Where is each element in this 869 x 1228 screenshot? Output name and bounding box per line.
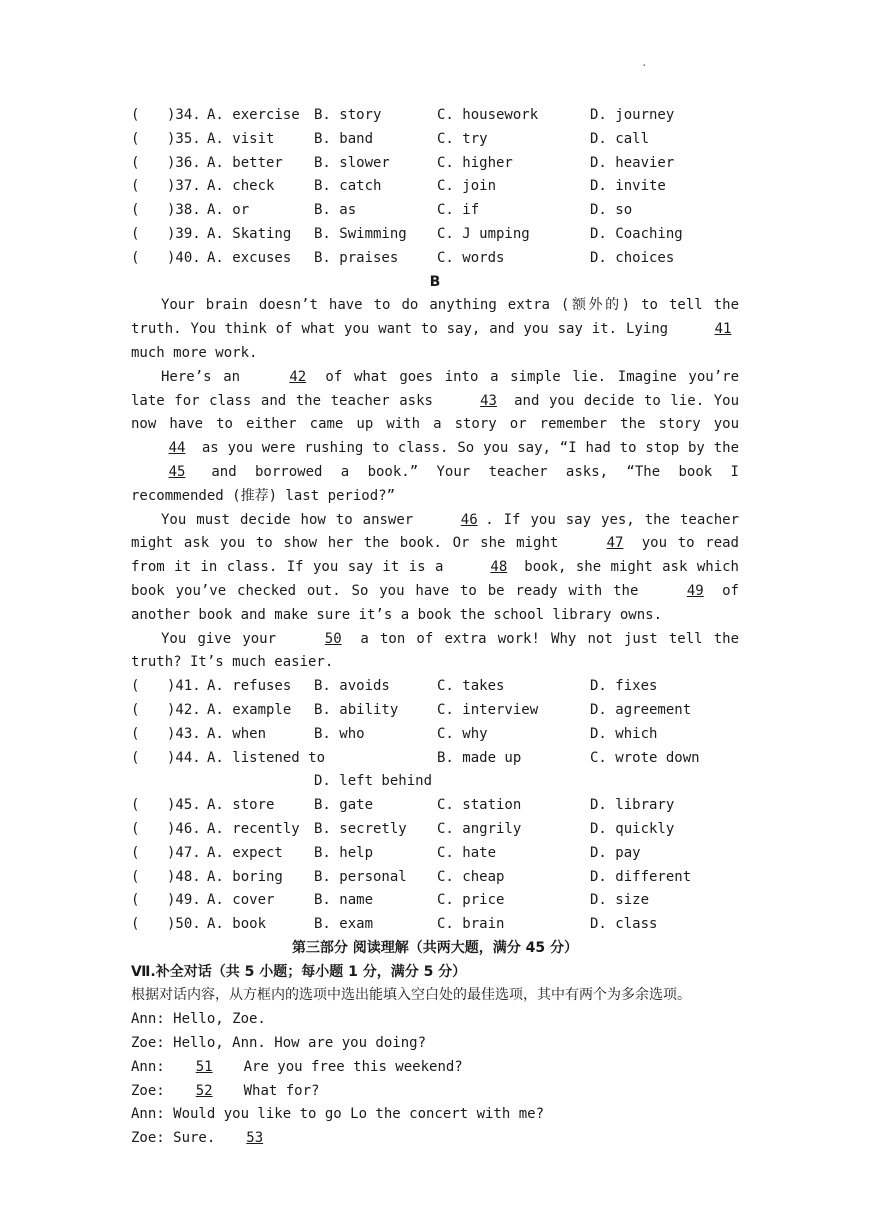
option-a: A. excuses xyxy=(207,249,292,266)
option-b: B. exam xyxy=(314,916,374,933)
answer-paren[interactable]: ( xyxy=(131,202,140,219)
option-b: B. story xyxy=(314,107,382,123)
option-b: B. personal xyxy=(314,868,407,885)
option-b: B. Swimming xyxy=(314,225,407,242)
answer-paren[interactable]: ( xyxy=(131,916,140,933)
question-number: )34. xyxy=(167,107,201,123)
cloze-passage xyxy=(131,294,739,675)
passage-paragraph-4: You give your 50 a ton of extra work! Why not just tell the truth? It’s much easier. xyxy=(131,628,739,676)
option-d: D. fixes xyxy=(590,678,658,695)
option-d: D. left behind xyxy=(314,773,433,790)
answer-paren[interactable]: ( xyxy=(131,225,140,242)
option-c: C. brain xyxy=(437,916,505,933)
option-c: C. hate xyxy=(437,844,497,861)
option-d: D. journey xyxy=(590,107,675,123)
blank-47[interactable]: 47 xyxy=(606,535,624,552)
answer-paren[interactable]: ( xyxy=(131,749,140,766)
question-row-46 xyxy=(131,818,739,842)
option-d: D. heavier xyxy=(590,154,675,171)
question-number: )41. xyxy=(167,678,201,695)
option-a: A. book xyxy=(207,916,267,933)
question-number: )45. xyxy=(167,797,201,814)
option-b: B. praises xyxy=(314,249,399,266)
option-b: B. help xyxy=(314,844,374,861)
option-b: B. secretly xyxy=(314,820,407,837)
option-c: C. station xyxy=(437,797,522,814)
header-dot: . xyxy=(641,56,648,69)
option-a: A. exercise xyxy=(207,107,300,123)
dialogue-line-2: Zoe: Hello, Ann. How are you doing? xyxy=(131,1035,427,1052)
answer-paren[interactable]: ( xyxy=(131,678,140,695)
question-row-48 xyxy=(131,866,739,890)
option-a: A. recently xyxy=(207,820,300,837)
option-c: C. housework xyxy=(437,107,539,123)
blank-46[interactable]: 46 xyxy=(460,511,478,528)
option-c: C. interview xyxy=(437,701,539,718)
option-b: B. name xyxy=(314,892,374,909)
question-row-43 xyxy=(131,723,739,747)
question-row-34 xyxy=(131,104,739,128)
option-a: A. store xyxy=(207,797,275,814)
question-number: )47. xyxy=(167,844,201,861)
question-number: )48. xyxy=(167,868,201,885)
blank-49[interactable]: 49 xyxy=(686,582,704,599)
part3-title: 第三部分 阅读理解（共两大题，满分 45 分） xyxy=(291,939,579,956)
option-d: D. which xyxy=(590,725,658,742)
option-b: B. as xyxy=(314,202,357,219)
option-b: B. band xyxy=(314,130,374,147)
option-c: C. higher xyxy=(437,154,513,171)
option-c: C. if xyxy=(437,202,480,219)
option-c: C. takes xyxy=(437,678,505,695)
question-number: )38. xyxy=(167,202,201,219)
question-row-38 xyxy=(131,199,739,223)
question-number: )46. xyxy=(167,820,201,837)
answer-paren[interactable]: ( xyxy=(131,820,140,837)
question-number: )49. xyxy=(167,892,201,909)
blank-44[interactable]: 44 xyxy=(168,440,186,457)
option-a: A. refuses xyxy=(207,678,292,695)
option-d: D. so xyxy=(590,202,633,219)
question-row-44 xyxy=(131,747,739,771)
instruction-text: 根据对话内容，从方框内的选项中选出能填入空白处的最佳选项，其中有两个为多余选项。 xyxy=(131,987,691,1004)
question-number: )40. xyxy=(167,249,201,266)
question-row-40 xyxy=(131,247,739,271)
dialogue-line-3: Ann: 51 Are you free this weekend? xyxy=(131,1056,739,1080)
option-a: A. expect xyxy=(207,844,283,861)
option-c: C. cheap xyxy=(437,868,505,885)
option-a: A. better xyxy=(207,154,283,171)
option-b: B. who xyxy=(314,725,365,742)
option-c: C. try xyxy=(437,130,488,147)
option-b: B. slower xyxy=(314,154,390,171)
question-row-47 xyxy=(131,842,739,866)
dialogue-line-1: Ann: Hello, Zoe. xyxy=(131,1011,266,1028)
answer-paren[interactable]: ( xyxy=(131,249,140,266)
passage-paragraph-1: Your brain doesn’t have to do anything extra (额外的) to tell the truth. You think of what you want to say, and you say it. Lying 41 much more work. xyxy=(131,297,739,361)
option-d: D. library xyxy=(590,797,675,814)
answer-paren[interactable]: ( xyxy=(131,107,140,123)
question-number: )36. xyxy=(167,154,201,171)
question-row-45 xyxy=(131,794,739,818)
option-c: C. angrily xyxy=(437,820,522,837)
question-number: )39. xyxy=(167,225,201,242)
dialogue-line-6: Zoe: Sure. 53 xyxy=(131,1127,739,1151)
passage-paragraph-3: You must decide how to answer 46 . If you say yes, the teacher might ask you to show her the book. Or she might 47 you to read from it in class. If you say it is a 48 book, she might ask which book you’ve checked out. So you have to be ready with the 49 of another book and make sure it’s a book the school library owns. xyxy=(131,509,739,628)
blank-52[interactable]: 52 xyxy=(195,1082,213,1099)
question-row-44-continued xyxy=(131,770,739,794)
section-b-title: B xyxy=(429,273,441,290)
option-d: D. different xyxy=(590,868,692,885)
option-c: C. why xyxy=(437,725,488,742)
question-list-41-50 xyxy=(131,675,739,937)
question-number: )35. xyxy=(167,130,201,147)
option-d: D. pay xyxy=(590,844,641,861)
question-row-39 xyxy=(131,223,739,247)
option-d: D. invite xyxy=(590,178,666,195)
question-row-49 xyxy=(131,889,739,913)
blank-43[interactable]: 43 xyxy=(480,392,497,409)
option-d: D. Coaching xyxy=(590,225,683,242)
dialogue-line-5: Ann: Would you like to go Lo the concert with me? xyxy=(131,1106,545,1123)
option-d: D. call xyxy=(590,130,650,147)
option-a: A. check xyxy=(207,178,275,195)
option-a: A. when xyxy=(207,725,267,742)
question-row-36 xyxy=(131,152,739,176)
dialogue-line-4: Zoe: 52 What for? xyxy=(131,1080,739,1104)
option-c: C. words xyxy=(437,249,505,266)
option-d: D. size xyxy=(590,892,650,909)
option-a: A. boring xyxy=(207,868,283,885)
option-a: A. Skating xyxy=(207,225,292,242)
option-c: C. J umping xyxy=(437,225,530,242)
option-a: A. example xyxy=(207,701,292,718)
blank-41[interactable]: 41 xyxy=(714,321,732,338)
answer-paren[interactable]: ( xyxy=(131,154,140,171)
option-b: B. made up xyxy=(437,749,522,766)
answer-paren[interactable]: ( xyxy=(131,868,140,885)
question-number: )50. xyxy=(167,916,201,933)
option-a: A. visit xyxy=(207,130,275,147)
question-number: )42. xyxy=(167,701,201,718)
option-c: C. price xyxy=(437,892,505,909)
answer-paren[interactable]: ( xyxy=(131,844,140,861)
option-b: B. catch xyxy=(314,178,382,195)
option-b: B. avoids xyxy=(314,678,390,695)
answer-paren[interactable]: ( xyxy=(131,892,140,909)
option-d: D. choices xyxy=(590,249,675,266)
question-row-35 xyxy=(131,128,739,152)
page-content xyxy=(131,104,739,1151)
option-d: D. quickly xyxy=(590,820,675,837)
option-d: D. agreement xyxy=(590,701,692,718)
blank-48[interactable]: 48 xyxy=(490,559,508,576)
option-b: B. ability xyxy=(314,701,399,718)
question-number: )43. xyxy=(167,725,201,742)
answer-paren[interactable]: ( xyxy=(131,130,140,147)
question-row-41 xyxy=(131,675,739,699)
answer-paren[interactable]: ( xyxy=(131,701,140,718)
option-c: C. join xyxy=(437,178,497,195)
section7-title: Ⅶ.补全对话（共 5 小题；每小题 1 分，满分 5 分） xyxy=(131,963,467,980)
answer-paren[interactable]: ( xyxy=(131,725,140,742)
passage-paragraph-2: Here’s an 42 of what goes into a simple lie. Imagine you’re late for class and the teacher asks 43 and you decide to lie. You now have to either came up with a story or remember the story you 44 as you were rushing to class. So you say, “I had to stop by the 45 and borrowed a book.” Your teacher asks, “The book I recommended (推荐) last period?” xyxy=(131,366,739,509)
option-a: A. cover xyxy=(207,892,275,909)
option-a: A. or xyxy=(207,202,250,219)
answer-paren[interactable]: ( xyxy=(131,178,140,195)
dialogue xyxy=(131,1008,739,1151)
blank-45[interactable]: 45 xyxy=(168,463,186,480)
blank-53[interactable]: 53 xyxy=(246,1130,264,1147)
blank-51[interactable]: 51 xyxy=(195,1058,213,1075)
option-c: C. wrote down xyxy=(590,749,700,766)
question-row-42 xyxy=(131,699,739,723)
question-row-50 xyxy=(131,913,739,937)
question-number: )44. xyxy=(167,749,201,766)
question-list-34-40 xyxy=(131,104,739,271)
blank-50[interactable]: 50 xyxy=(324,630,342,647)
question-row-37 xyxy=(131,175,739,199)
answer-paren[interactable]: ( xyxy=(131,797,140,814)
question-number: )37. xyxy=(167,178,201,195)
option-d: D. class xyxy=(590,916,658,933)
option-b: B. gate xyxy=(314,797,374,814)
blank-42[interactable]: 42 xyxy=(289,368,307,385)
option-a: A. listened to xyxy=(207,749,326,766)
